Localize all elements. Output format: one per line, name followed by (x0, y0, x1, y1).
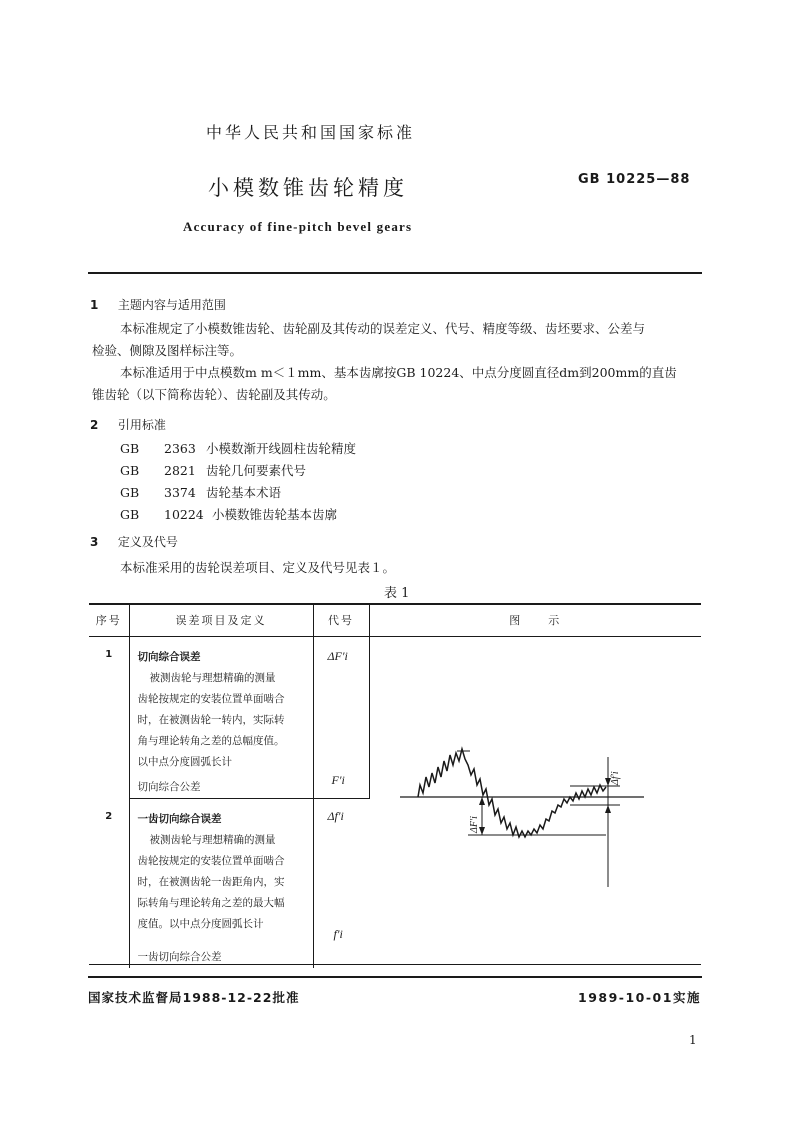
tolerance-name: 切向综合公差 (137, 781, 201, 793)
issuer-title: 中华人民共和国国家标准 (206, 123, 416, 142)
definition-line: 时，在被测齿轮一齿距角内，实 (137, 876, 285, 888)
definition-line: 被测齿轮与理想精确的测量 (149, 834, 276, 846)
header-symbol: 代号 (313, 604, 369, 637)
tolerance-symbol: f′i (333, 927, 343, 941)
english-title: Accuracy of fine-pitch bevel gears (183, 219, 413, 234)
table-caption: 表 1 (384, 586, 410, 601)
definition-line: 被测齿轮与理想精确的测量 (149, 672, 276, 684)
error-curve-figure (370, 637, 702, 957)
header-definition: 误差项目及定义 (129, 604, 313, 637)
ref-number: 3374 (164, 485, 196, 500)
text-line: 本标准规定了小模数锥齿轮、齿轮副及其传动的误差定义、代号、精度等级、齿坯要求、公差与 (120, 321, 646, 336)
definition-line: 齿轮按规定的安装位置单面啮合 (137, 855, 285, 867)
arrow-small-bottom (605, 805, 611, 813)
footer-rule (88, 976, 702, 978)
section-1-para-2 (120, 362, 677, 384)
reference-item (120, 438, 356, 460)
definition-line: 以中点分度圆弧长计 (137, 756, 232, 768)
ref-number: 10224 (164, 507, 204, 522)
section-2-heading (90, 416, 166, 433)
table-row (89, 637, 701, 799)
section-1-para-1 (120, 318, 645, 340)
ref-prefix: GB (120, 463, 140, 478)
row-definition (129, 637, 313, 799)
ref-number: 2363 (164, 441, 196, 456)
error-symbol: ΔF′i (327, 649, 348, 663)
table-header-row (89, 604, 701, 637)
table-bottom-rule (89, 964, 701, 965)
definition-line: 齿轮按规定的安装位置单面啮合 (137, 693, 285, 705)
error-curve (418, 749, 606, 837)
section-number: 2 (90, 418, 99, 432)
text-line: 锥齿轮（以下简称齿轮）、齿轮副及其传动。 (92, 387, 336, 402)
header-seq: 序号 (89, 604, 129, 637)
section-3-heading (90, 533, 178, 550)
definition-line: 际转角与理论转角之差的最大幅 (137, 897, 285, 909)
section-number: 3 (90, 535, 99, 549)
section-1-para-1-cont (92, 340, 242, 362)
header-figure: 图 示 (369, 604, 701, 637)
ref-title: 小模数锥齿轮基本齿廓 (212, 507, 338, 522)
ref-title: 齿轮几何要素代号 (206, 463, 307, 478)
ref-prefix: GB (120, 507, 140, 522)
figure-cell (369, 637, 701, 969)
row-definition (129, 799, 313, 969)
arrow-up (479, 797, 485, 805)
small-error-label: Δf′i (609, 771, 621, 785)
section-1-heading (90, 296, 226, 313)
section-3-text: 本标准采用的齿轮误差项目、定义及代号见表１。 (120, 560, 396, 575)
error-name: 一齿切向综合误差 (137, 813, 222, 825)
tolerance-symbol: F′i (331, 773, 345, 787)
tolerance-name: 一齿切向综合公差 (137, 951, 222, 963)
text-line: 检验、侧隙及图样标注等。 (92, 343, 243, 358)
error-definition-table (89, 604, 701, 968)
definition-line: 角与理论转角之差的总幅度值。 (137, 735, 285, 747)
effective-date: 1989-10-01实施 (578, 990, 701, 1005)
approval-date: 国家技术监督局1988-12-22批准 (88, 990, 300, 1005)
section-title: 引用标准 (117, 418, 166, 432)
header-rule (88, 272, 702, 274)
row-seq: 2 (89, 799, 129, 969)
section-number: 1 (90, 298, 99, 312)
big-error-label: ΔF′i (468, 816, 480, 833)
section-title: 主题内容与适用范围 (117, 298, 226, 312)
error-symbol: Δf′i (327, 809, 344, 823)
ref-prefix: GB (120, 485, 140, 500)
definition-line: 度值。以中点分度圆弧长计 (137, 918, 264, 930)
reference-list (120, 438, 356, 526)
row-symbol (313, 637, 369, 799)
ref-title: 小模数渐开线圆柱齿轮精度 (206, 441, 357, 456)
ref-title: 齿轮基本术语 (206, 485, 282, 500)
definition-line: 时，在被测齿轮一转内，实际转 (137, 714, 285, 726)
reference-item (120, 482, 356, 504)
standard-title: 小模数锥齿轮精度 (208, 176, 408, 200)
section-1-para-2-cont (92, 384, 336, 406)
ref-number: 2821 (164, 463, 196, 478)
page-number: 1 (689, 1033, 697, 1047)
reference-item (120, 460, 356, 482)
ref-prefix: GB (120, 441, 140, 456)
row-symbol (313, 799, 369, 969)
standard-code: GB 10225—88 (578, 172, 691, 187)
error-name: 切向综合误差 (137, 651, 201, 663)
reference-item (120, 504, 356, 526)
row-seq: 1 (89, 637, 129, 799)
section-title: 定义及代号 (117, 535, 178, 549)
text-line: 本标准适用于中点模数m m＜１mm、基本齿廓按GB 10224、中点分度圆直径dm到200mm的直齿 (120, 365, 677, 380)
